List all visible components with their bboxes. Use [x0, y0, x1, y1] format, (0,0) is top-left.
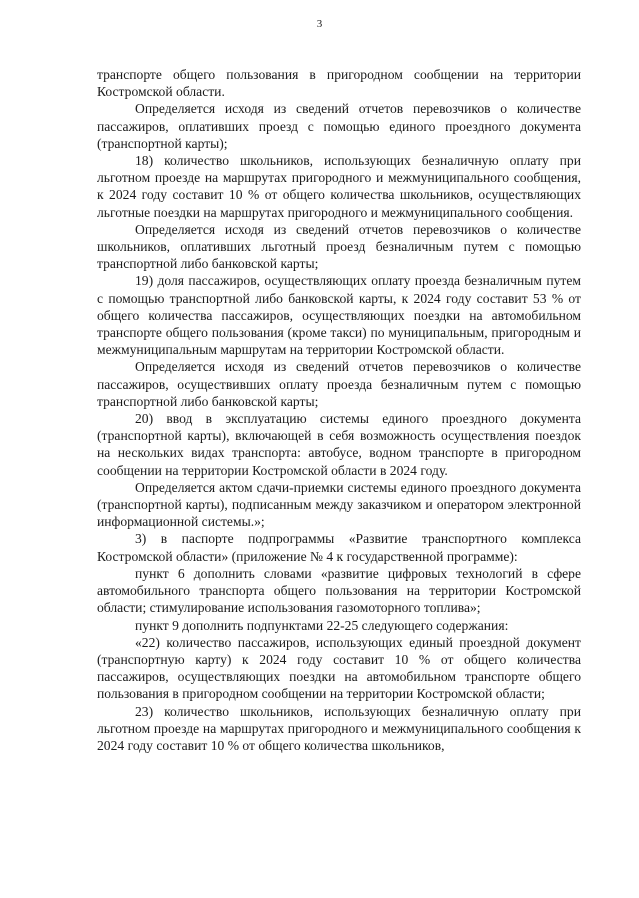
page-number: 3: [316, 18, 323, 30]
paragraph: Определяется актом сдачи-приемки системы единого проездного документа (транспортной карты), подписанным между заказчиком и оператором электронной информационной системы.»;: [97, 479, 581, 530]
paragraph-item-20: 20) ввод в эксплуатацию системы единого проездного документа (транспортной карты), включающей в себя возможность осуществления поездок на нескольких видах транспорта: автобусе, водном транспорте в пригородном сообщении на территории Костромской области в 2024 году.: [97, 411, 581, 478]
paragraph-item-22: «22) количество пассажиров, использующих единый проездной документ (транспортную карту) к 2024 году составит 10 % от общего количества пассажиров, осуществляющих поездки на автомобильном транспорте общего пользования в пригородном сообщении на территории Костромской области;: [97, 634, 581, 702]
paragraph-item-18: 18) количество школьников, использующих безналичную оплату при льготном проезде на маршрутах пригородного и межмуниципального сообщения, к 2024 году составит 10 % от общего количества школьников, осуществляющих льготные поездки на маршрутах пригородного и межмуниципального сообщения.: [97, 153, 581, 220]
paragraph-item-3: 3) в паспорте подпрограммы «Развитие транспортного комплекса Костромской области» (приложение № 4 к государственной программе):: [97, 531, 581, 564]
paragraph: Определяется исходя из сведений отчетов перевозчиков о количестве пассажиров, осуществивших оплату проезда безналичным путем с помощью транспортной либо банковской карты;: [97, 359, 581, 409]
paragraph: Определяется исходя из сведений отчетов перевозчиков о количестве пассажиров, оплативших проезд с помощью единого проездного документа (транспортной карты);: [97, 101, 581, 151]
paragraph: пункт 6 дополнить словами «развитие цифровых технологий в сфере автомобильного транспорта общего пользования на территории Костромской области; стимулирование использования газомоторного топлива»;: [97, 565, 581, 616]
document-body: [97, 66, 581, 754]
paragraph-item-23: 23) количество школьников, использующих безналичную оплату при льготном проезде на маршрутах пригородного и межмуниципального сообщения к 2024 году составит 10 % от общего количества школьников,: [97, 703, 581, 753]
paragraph-continuation: транспорте общего пользования в пригородном сообщении на территории Костромской области.: [97, 67, 581, 100]
paragraph-item-19: 19) доля пассажиров, осуществляющих оплату проезда безналичным путем с помощью транспортной либо банковской карты, к 2024 году составит 53 % от общего количества пассажиров, осуществляющих поездки на автомобильном транспорте общего пользования (кроме такси) по муниципальным, пригородным и межмуниципальным маршрутам на территории Костромской области.: [97, 273, 581, 358]
paragraph: Определяется исходя из сведений отчетов перевозчиков о количестве школьников, оплативших льготный проезд безналичным путем с помощью транспортной либо банковской карты;: [97, 221, 581, 272]
paragraph: пункт 9 дополнить подпунктами 22-25 следующего содержания:: [135, 617, 509, 633]
